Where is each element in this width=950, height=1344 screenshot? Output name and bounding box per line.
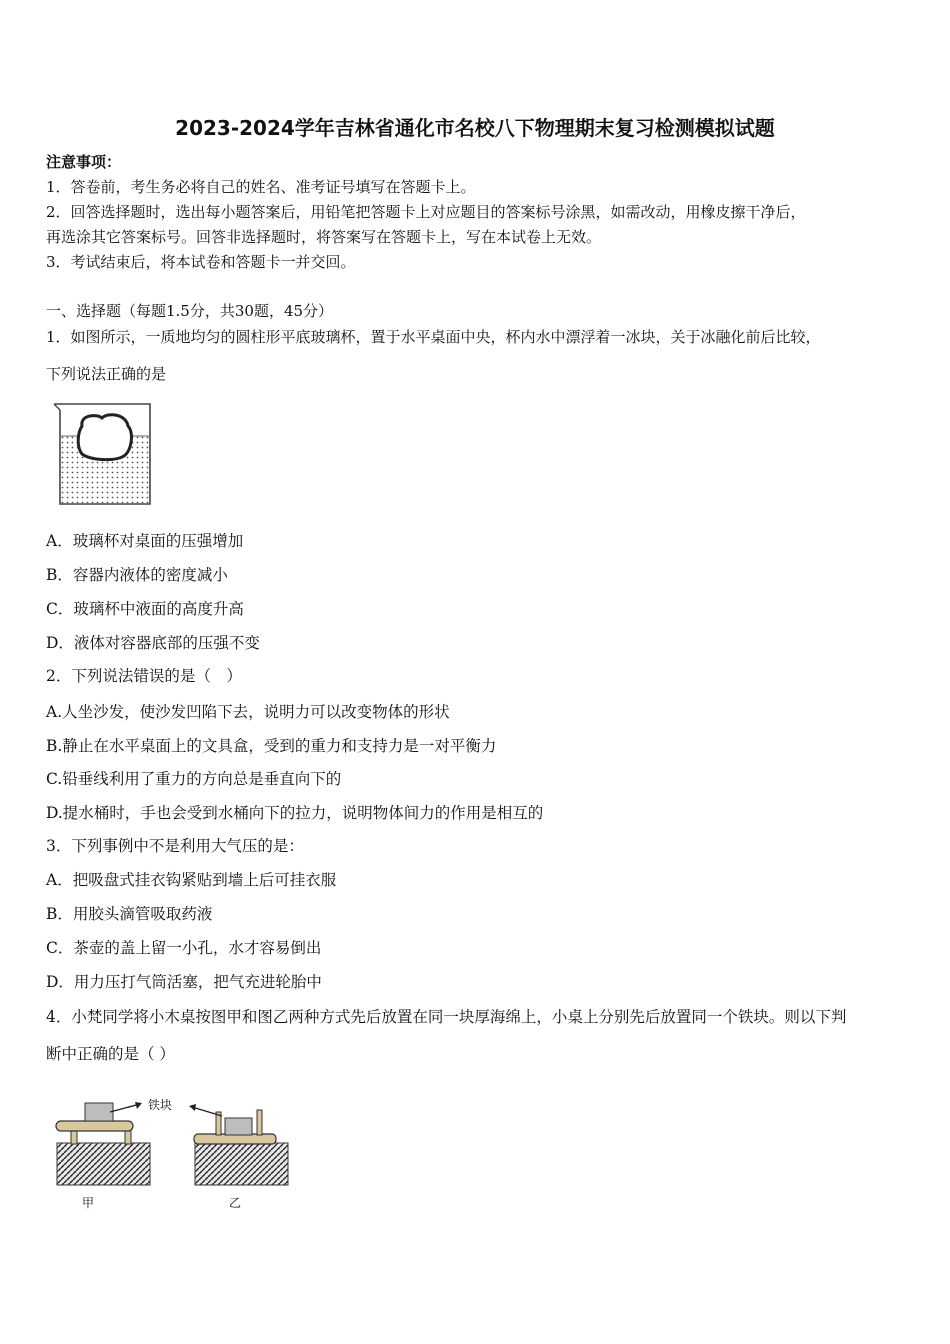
q1-option-c: C．玻璃杯中液面的高度升高 bbox=[46, 600, 244, 618]
q1-option-d: D．液体对容器底部的压强不变 bbox=[46, 634, 260, 652]
q3-option-d: D．用力压打气筒活塞，把气充进轮胎中 bbox=[46, 973, 322, 991]
q4-stem: 4．小梵同学将小木桌按图甲和图乙两种方式先后放置在同一块厚海绵上，小桌上分别先后放置同一个铁块。则以下判 bbox=[46, 1008, 847, 1026]
q3-stem: 3．下列事例中不是利用大气压的是： bbox=[46, 837, 304, 855]
notice-item: 3．考试结束后，将本试卷和答题卡一并交回。 bbox=[46, 253, 356, 271]
q4-stem-cont: 断中正确的是（ ） bbox=[46, 1045, 175, 1063]
notice-item: 2．回答选择题时，选出每小题答案后，用铅笔把答题卡上对应题目的答案标号涂黑，如需改动，用橡皮擦干净后， bbox=[46, 203, 806, 221]
notice-item: 1．答卷前，考生务必将自己的姓名、准考证号填写在答题卡上。 bbox=[46, 178, 476, 196]
notice-item: 再选涂其它答案标号。回答非选择题时，将答案写在答题卡上，写在本试卷上无效。 bbox=[46, 228, 602, 246]
glass-ice-figure bbox=[50, 400, 156, 508]
iron-block-label: 铁块 bbox=[148, 1098, 173, 1112]
q2-option-b: B.静止在水平桌面上的文具盒，受到的重力和支持力是一对平衡力 bbox=[46, 737, 497, 755]
figure-label-yi: 乙 bbox=[229, 1196, 242, 1210]
notice-heading: 注意事项： bbox=[46, 153, 122, 171]
q3-option-b: B．用胶头滴管吸取药液 bbox=[46, 905, 213, 923]
q3-option-c: C．茶壶的盖上留一小孔，水才容易倒出 bbox=[46, 939, 322, 957]
q1-option-b: B．容器内液体的密度减小 bbox=[46, 566, 228, 584]
q2-option-a: A.人坐沙发，使沙发凹陷下去，说明力可以改变物体的形状 bbox=[46, 703, 450, 721]
page-title: 2023-2024学年吉林省通化市名校八下物理期末复习检测模拟试题 bbox=[175, 116, 775, 140]
q2-option-d: D.提水桶时，手也会受到水桶向下的拉力，说明物体间力的作用是相互的 bbox=[46, 804, 544, 822]
figure-label-jia: 甲 bbox=[82, 1196, 95, 1210]
q1-stem: 1．如图所示，一质地均匀的圆柱形平底玻璃杯，置于水平桌面中央，杯内水中漂浮着一冰块，关于冰融化前后比较， bbox=[46, 328, 821, 346]
q1-option-a: A．玻璃杯对桌面的压强增加 bbox=[46, 532, 244, 550]
q2-option-c: C.铅垂线利用了重力的方向总是垂直向下的 bbox=[46, 770, 342, 788]
section-heading: 一、选择题（每题1.5分，共30题，45分） bbox=[46, 302, 334, 320]
q3-option-a: A．把吸盘式挂衣钩紧贴到墙上后可挂衣服 bbox=[46, 871, 337, 889]
q2-stem: 2．下列说法错误的是（ ） bbox=[46, 667, 242, 685]
q1-stem-cont: 下列说法正确的是 bbox=[46, 365, 167, 383]
